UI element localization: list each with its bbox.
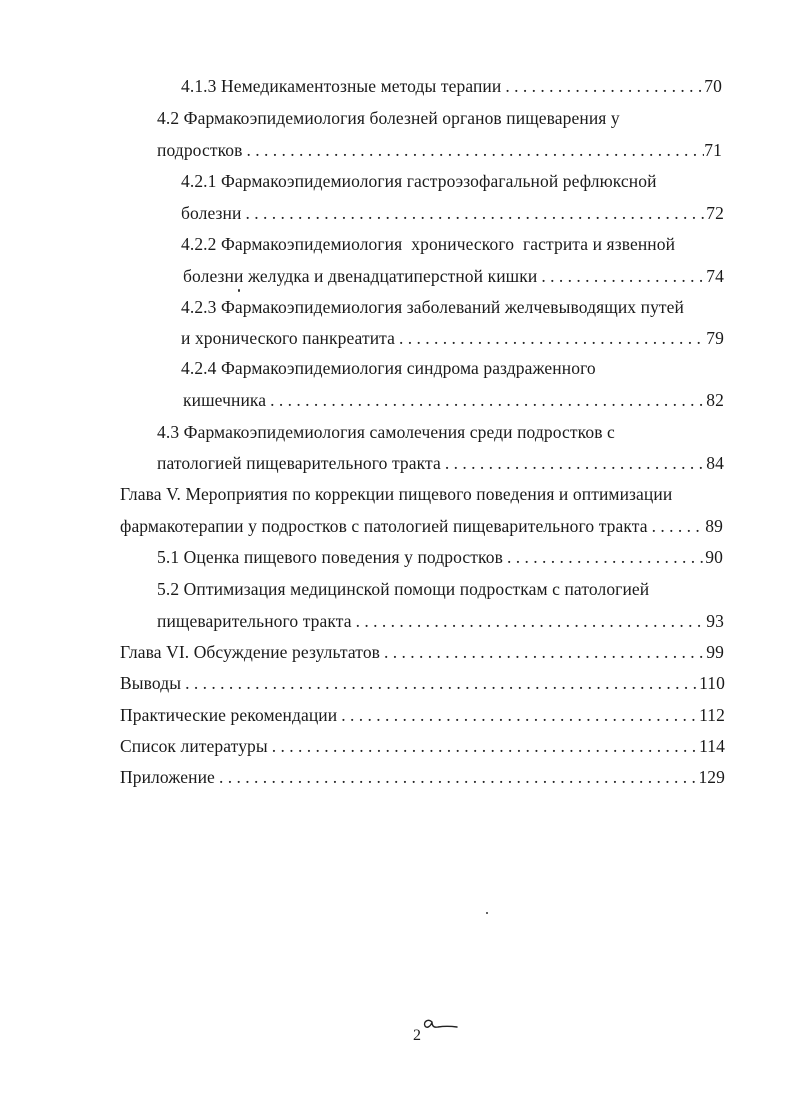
dot-leader: [537, 265, 706, 287]
toc-entry-page: 70: [704, 76, 722, 96]
toc-entry-4-2-3: [181, 327, 724, 349]
toc-entry-recommendations: [120, 704, 725, 726]
toc-entry-title: 4.2.4 Фармакоэпидемиология синдрома раздраженного: [181, 358, 596, 378]
toc-entry-title: 4.2.2 Фармакоэпидемиология хронического гастрита и язвенной: [181, 234, 676, 254]
toc-entry-4-2: [157, 139, 722, 161]
toc-entry-title: фармакотерапии у подростков с патологией пищеварительного тракта: [120, 516, 648, 536]
toc-entry-title: 5.1 Оценка пищевого поведения у подростков: [157, 547, 503, 567]
toc-entry-title: 4.1.3 Немедикаментозные методы терапии: [181, 76, 502, 96]
toc-entry-5-1: [157, 546, 723, 568]
toc-entry-title: болезни: [181, 203, 242, 223]
toc-entry-title: 5.2 Оптимизация медицинской помощи подросткам с патологией: [157, 579, 650, 599]
toc-entry-4-2-4-heading: [181, 357, 596, 379]
dot-leader: [395, 327, 706, 349]
dot-leader: [380, 641, 706, 663]
toc-entry-chapter-5: [120, 515, 723, 537]
page-number: 2: [413, 1027, 421, 1044]
toc-entry-title: болезни желудка и двенадцатиперстной кишки: [183, 266, 538, 286]
toc-entry-page: 90: [705, 547, 723, 567]
toc-entry-title: подростков: [157, 140, 243, 160]
dot-leader: [268, 735, 699, 757]
toc-entry-page: 89: [705, 516, 723, 536]
dot-leader: [181, 672, 699, 694]
toc-entry-title: патологией пищеварительного тракта: [157, 453, 441, 473]
toc-entry-4-1-3: [181, 75, 722, 97]
toc-entry-title: и хронического панкреатита: [181, 328, 396, 348]
toc-entry-4-2-2-heading: [181, 233, 675, 255]
toc-entry-chapter-6: [120, 641, 724, 663]
dot-leader: [648, 515, 706, 537]
toc-entry-references: [120, 735, 725, 757]
dot-leader: [352, 610, 707, 632]
toc-entry-page: 74: [706, 266, 724, 286]
toc-entry-4-2-1: [181, 202, 724, 224]
toc-entry-5-2: [157, 610, 724, 632]
toc-entry-title: пищеварительного тракта: [157, 611, 352, 631]
toc-entry-4-3: [157, 452, 724, 474]
dot-leader: [337, 704, 699, 726]
dot-leader: [243, 139, 705, 161]
toc-entry-title: 4.2.3 Фармакоэпидемиология заболеваний желчевыводящих путей: [181, 297, 685, 317]
dot-leader: [441, 452, 706, 474]
dot-leader: [503, 546, 705, 568]
toc-entry-page: 84: [706, 453, 724, 473]
dot-leader: [215, 766, 699, 788]
toc-entry-title: Глава V. Мероприятия по коррекции пищевого поведения и оптимизации: [120, 484, 673, 504]
toc-entry-4-2-heading: [157, 107, 620, 129]
toc-entry-title: 4.3 Фармакоэпидемиология самолечения среди подростков с: [157, 422, 615, 442]
toc-entry-title: Приложение: [120, 767, 215, 787]
toc-entry-page: 82: [706, 390, 724, 410]
toc-entry-4-2-3-heading: [181, 296, 684, 318]
toc-entry-title: 4.2 Фармакоэпидемиология болезней органов пищеварения у: [157, 108, 620, 128]
toc-entry-4-3-heading: [157, 421, 615, 443]
toc-entry-page: 79: [706, 328, 724, 348]
toc-entry-5-2-heading: [157, 578, 649, 600]
scan-speck: [486, 912, 488, 914]
toc-entry-chapter-5-heading: [120, 483, 672, 505]
toc-entry-conclusions: [120, 672, 725, 694]
toc-entry-appendix: [120, 766, 725, 788]
toc-entry-page: 71: [704, 140, 722, 160]
handwritten-a-mark: [420, 1012, 460, 1038]
toc-entry-4-2-4: [183, 389, 724, 411]
toc-entry-title: Глава VI. Обсуждение результатов: [120, 642, 381, 662]
scan-speck: [238, 289, 240, 292]
toc-entry-title: кишечника: [183, 390, 267, 410]
toc-entry-4-2-1-heading: [181, 170, 657, 192]
toc-entry-title: Выводы: [120, 673, 182, 693]
toc-entry-page: 99: [706, 642, 724, 662]
dot-leader: [241, 202, 706, 224]
toc-entry-page: 110: [699, 673, 725, 693]
toc-entry-4-2-2: [183, 265, 724, 287]
toc-entry-title: 4.2.1 Фармакоэпидемиология гастроэзофагальной рефлюксной: [181, 171, 657, 191]
toc-entry-page: 93: [706, 611, 724, 631]
toc-entry-title: Практические рекомендации: [120, 705, 338, 725]
toc-entry-title: Список литературы: [120, 736, 268, 756]
dot-leader: [266, 389, 706, 411]
dot-leader: [501, 75, 704, 97]
toc-entry-page: 129: [698, 767, 725, 787]
toc-entry-page: 72: [706, 203, 724, 223]
toc-entry-page: 114: [699, 736, 725, 756]
toc-entry-page: 112: [699, 705, 725, 725]
